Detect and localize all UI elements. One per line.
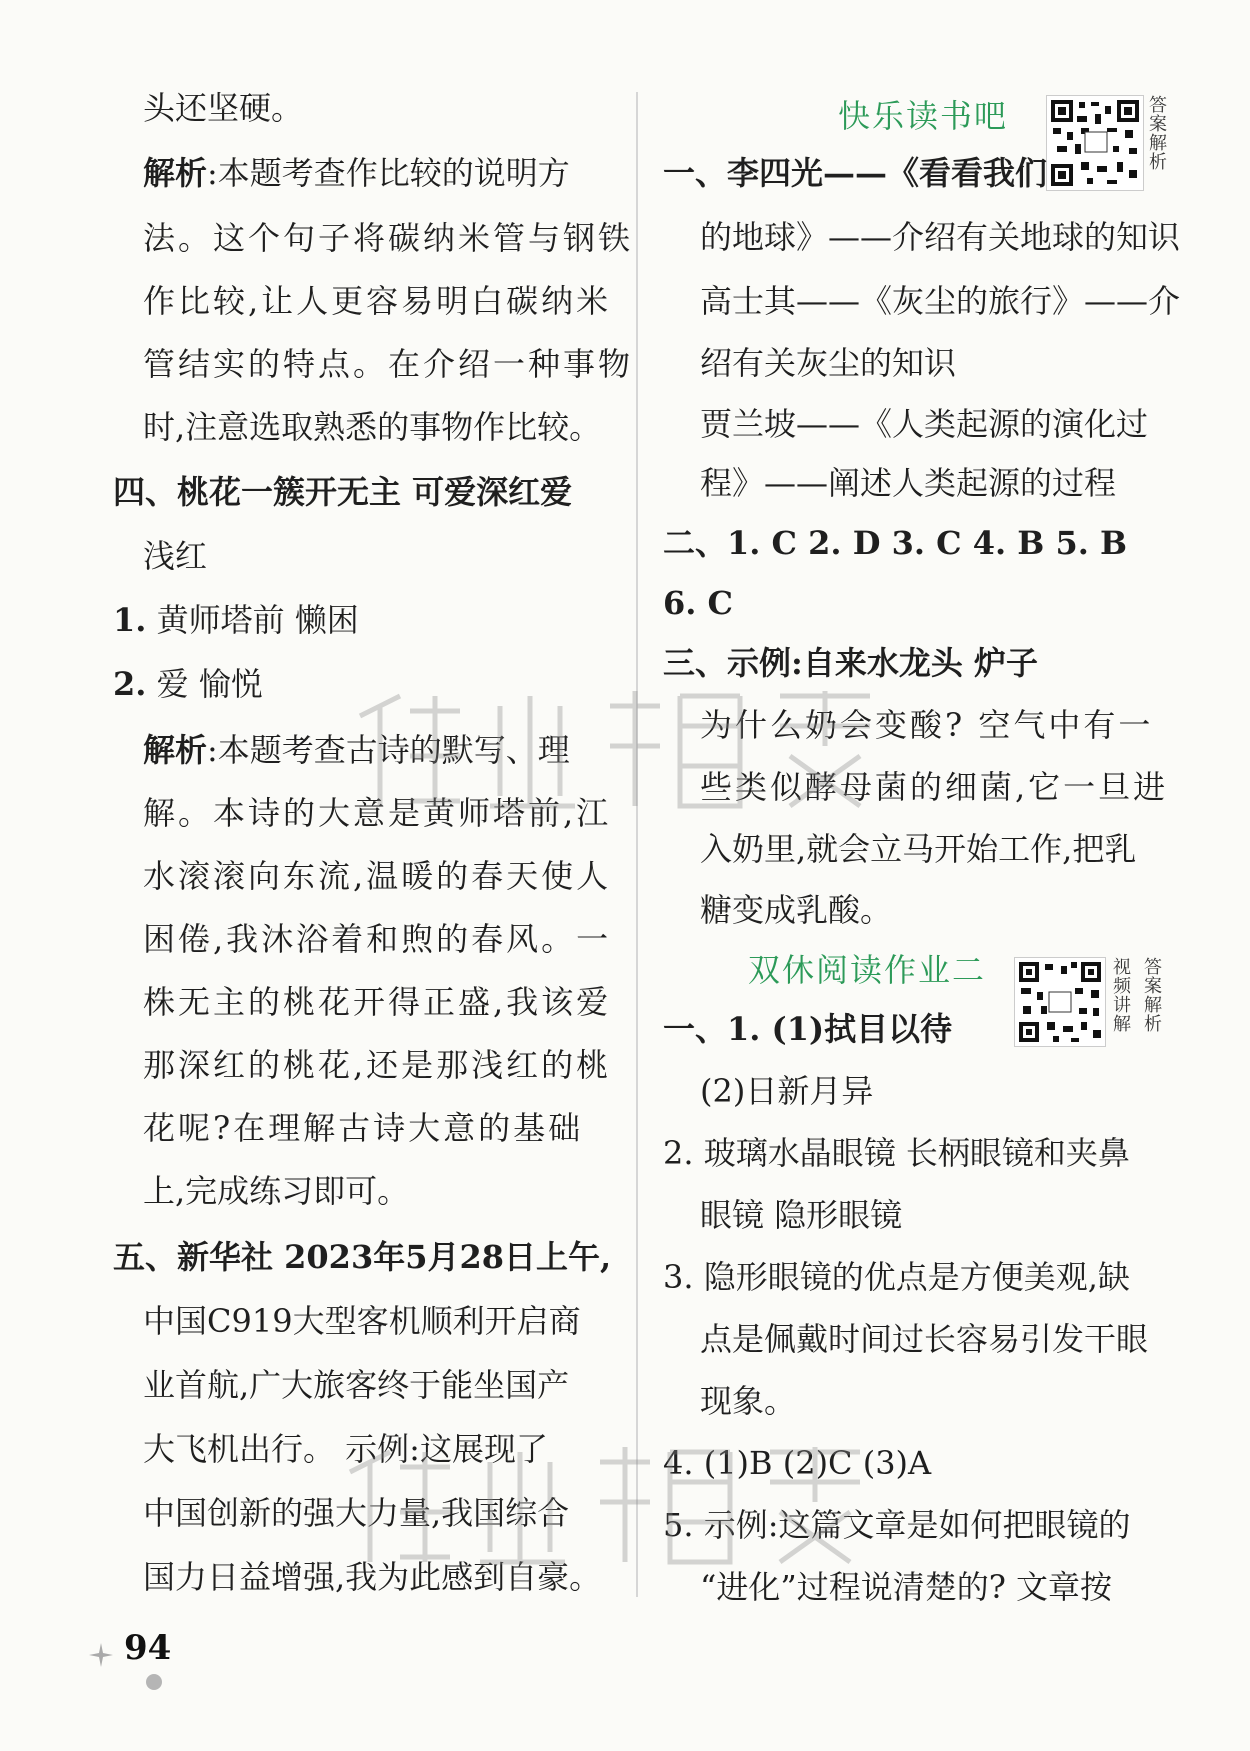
column-divider	[636, 92, 638, 1597]
left-line: 那深红的桃花,还是那浅红的桃	[143, 1046, 612, 1084]
watermark-graphic	[330, 1432, 890, 1582]
star-icon	[86, 1640, 116, 1670]
right-line: 入奶里,就会立马开始工作,把乳	[700, 830, 1137, 868]
right-line: 绍有关灰尘的知识	[700, 344, 957, 382]
page-number: 94	[124, 1628, 172, 1668]
right-line: (2)日新月异	[700, 1072, 874, 1110]
left-line: 解析:本题考查作比较的说明方	[143, 154, 570, 192]
answer-item-2: 2. 爱 愉悦	[113, 665, 263, 703]
right-line: 点是佩戴时间过长容易引发干眼	[700, 1320, 1149, 1358]
reading-q1: 一、李四光——《看看我们	[663, 154, 1048, 192]
right-line: 为什么奶会变酸? 空气中有一	[700, 706, 1154, 744]
left-line: 大飞机出行。 示例:这展现了	[143, 1430, 548, 1468]
reading-q2-answers: 二、1. C 2. D 3. C 4. B 5. B	[663, 524, 1128, 562]
reading-q3: 三、示例:自来水龙头 炉子	[663, 644, 1038, 682]
weekend-q3: 3. 隐形眼镜的优点是方便美观,缺	[663, 1258, 1130, 1296]
qr-code-video-icon[interactable]	[1014, 957, 1106, 1047]
dot-icon	[144, 1672, 164, 1692]
left-line: 株无主的桃花开得正盛,我该爱	[143, 983, 612, 1021]
right-line: 高士其——《灰尘的旅行》——介	[700, 282, 1181, 320]
section-five: 五、新华社 2023年5月28日上午,	[113, 1238, 612, 1276]
watermark-graphic	[340, 676, 900, 826]
qr-caption-video: 视频讲解	[1113, 957, 1131, 1035]
left-line: 头还坚硬。	[143, 89, 304, 127]
section-title-reading: 快乐读书吧	[838, 97, 1009, 135]
right-line: 的地球》——介绍有关地球的知识	[700, 218, 1181, 256]
left-line: 中国创新的强大力量,我国综合	[143, 1494, 570, 1532]
weekend-q5: 5. 示例:这篇文章是如何把眼镜的	[663, 1506, 1131, 1544]
weekend-q2: 2. 玻璃水晶眼镜 长柄眼镜和夹鼻	[663, 1134, 1130, 1172]
left-line: 业首航,广大旅客终于能坐国产	[143, 1366, 570, 1404]
left-line: 水滚滚向东流,温暖的春天使人	[143, 857, 612, 895]
section-title-weekend: 双休阅读作业二	[748, 951, 987, 989]
right-line: 糖变成乳酸。	[700, 891, 893, 929]
qr-caption-answer-2: 答案解析	[1144, 957, 1162, 1035]
qr-code-icon[interactable]	[1046, 95, 1144, 191]
weekend-q4: 4. (1)B (2)C (3)A	[663, 1444, 932, 1482]
right-line: 贾兰坡——《人类起源的演化过	[700, 405, 1149, 443]
left-line: 时,注意选取熟悉的事物作比较。	[143, 408, 602, 446]
left-line: 上,完成练习即可。	[143, 1172, 410, 1210]
answer-item-1: 1. 黄师塔前 懒困	[113, 601, 359, 639]
left-line: 困倦,我沐浴着和煦的春风。一	[143, 920, 612, 958]
left-line: 法。这个句子将碳纳米管与钢铁	[143, 219, 634, 257]
weekend-q1: 一、1. (1)拭目以待	[663, 1010, 953, 1048]
left-line: 国力日益增强,我为此感到自豪。	[143, 1558, 602, 1596]
right-line: 些类似酵母菌的细菌,它一旦进	[700, 768, 1169, 806]
left-line: 浅红	[143, 537, 208, 575]
left-line: 解析:本题考查古诗的默写、理	[143, 731, 570, 769]
left-line: 中国C919大型客机顺利开启商	[143, 1302, 581, 1340]
qr-caption-answer: 答案解析	[1149, 95, 1167, 173]
reading-q2-item6: 6. C	[663, 584, 734, 622]
right-line: 程》——阐述人类起源的过程	[700, 464, 1117, 502]
left-line: 花呢?在理解古诗大意的基础	[143, 1109, 584, 1147]
left-line: 解。本诗的大意是黄师塔前,江	[143, 794, 612, 832]
right-line: “进化”过程说清楚的? 文章按	[700, 1568, 1113, 1606]
left-line: 作比较,让人更容易明白碳纳米	[143, 282, 612, 320]
left-line: 管结实的特点。在介绍一种事物	[143, 345, 634, 383]
right-line: 现象。	[700, 1382, 797, 1420]
section-four: 四、桃花一簇开无主 可爱深红爱	[113, 473, 573, 511]
right-line: 眼镜 隐形眼镜	[700, 1196, 903, 1234]
